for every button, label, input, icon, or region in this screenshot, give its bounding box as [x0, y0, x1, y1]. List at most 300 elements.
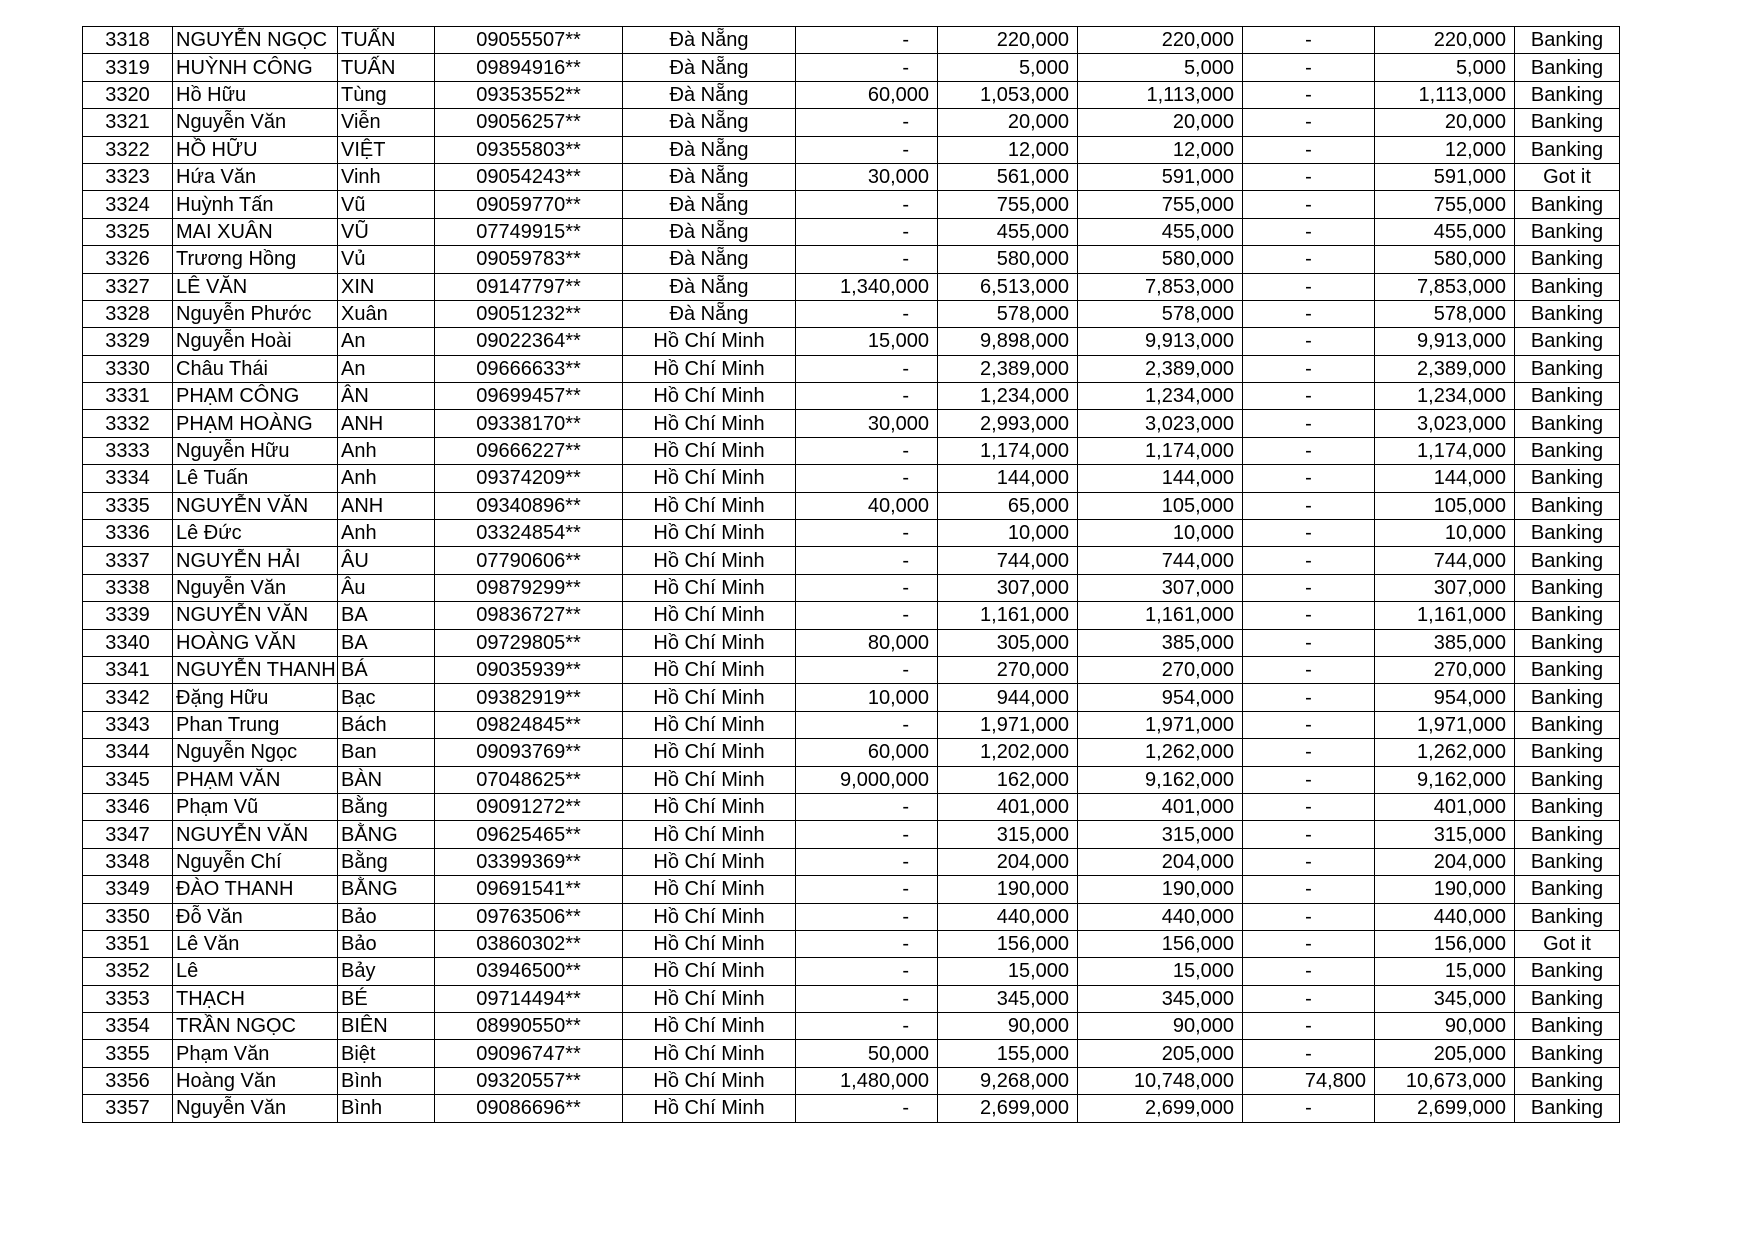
- net-amount-cell: 10,000: [1375, 520, 1515, 547]
- surname-cell: Hứa Văn: [173, 163, 338, 190]
- total-cell: 9,913,000: [1078, 328, 1243, 355]
- given-name-cell: An: [338, 355, 435, 382]
- net-amount-cell: 1,234,000: [1375, 383, 1515, 410]
- net-amount-cell: 401,000: [1375, 793, 1515, 820]
- surname-cell: Đỗ Văn: [173, 903, 338, 930]
- row-number: 3354: [83, 1013, 173, 1040]
- amount-2-cell: 204,000: [938, 848, 1078, 875]
- payment-method-cell: Banking: [1515, 273, 1620, 300]
- given-name-cell: Bằng: [338, 848, 435, 875]
- surname-cell: Nguyễn Hữu: [173, 437, 338, 464]
- table-row: [83, 300, 1620, 327]
- payment-method-cell: Banking: [1515, 711, 1620, 738]
- total-cell: 2,699,000: [1078, 1095, 1243, 1122]
- city-cell: Hồ Chí Minh: [623, 437, 796, 464]
- payment-method-cell: Banking: [1515, 1095, 1620, 1122]
- surname-cell: Lê Văn: [173, 930, 338, 957]
- surname-cell: MAI XUÂN: [173, 218, 338, 245]
- given-name-cell: VIỆT: [338, 136, 435, 163]
- net-amount-cell: 205,000: [1375, 1040, 1515, 1067]
- phone-cell: 09824845**: [435, 711, 623, 738]
- payment-method-cell: Banking: [1515, 547, 1620, 574]
- table-row: [83, 793, 1620, 820]
- amount-1-cell: 15,000: [796, 328, 938, 355]
- amount-2-cell: 2,699,000: [938, 1095, 1078, 1122]
- amount-1-cell: -: [796, 711, 938, 738]
- surname-cell: Nguyễn Văn: [173, 109, 338, 136]
- city-cell: Hồ Chí Minh: [623, 793, 796, 820]
- tax-cell: -: [1243, 1013, 1375, 1040]
- surname-cell: LÊ VĂN: [173, 273, 338, 300]
- payment-method-cell: Banking: [1515, 985, 1620, 1012]
- amount-2-cell: 6,513,000: [938, 273, 1078, 300]
- phone-cell: 09059783**: [435, 246, 623, 273]
- total-cell: 440,000: [1078, 903, 1243, 930]
- payment-method-cell: Banking: [1515, 355, 1620, 382]
- payment-method-cell: Banking: [1515, 410, 1620, 437]
- total-cell: 205,000: [1078, 1040, 1243, 1067]
- city-cell: Hồ Chí Minh: [623, 958, 796, 985]
- amount-2-cell: 345,000: [938, 985, 1078, 1012]
- amount-2-cell: 401,000: [938, 793, 1078, 820]
- row-number: 3342: [83, 684, 173, 711]
- surname-cell: Châu Thái: [173, 355, 338, 382]
- given-name-cell: TUẤN: [338, 27, 435, 54]
- surname-cell: NGUYỄN VĂN: [173, 492, 338, 519]
- surname-cell: NGUYỄN NGỌC: [173, 27, 338, 54]
- surname-cell: Lê: [173, 958, 338, 985]
- city-cell: Hồ Chí Minh: [623, 547, 796, 574]
- city-cell: Hồ Chí Minh: [623, 848, 796, 875]
- row-number: 3325: [83, 218, 173, 245]
- phone-cell: 09147797**: [435, 273, 623, 300]
- tax-cell: -: [1243, 520, 1375, 547]
- city-cell: Hồ Chí Minh: [623, 520, 796, 547]
- net-amount-cell: 270,000: [1375, 656, 1515, 683]
- tax-cell: -: [1243, 903, 1375, 930]
- city-cell: Đà Nẵng: [623, 218, 796, 245]
- net-amount-cell: 591,000: [1375, 163, 1515, 190]
- row-number: 3330: [83, 355, 173, 382]
- amount-2-cell: 144,000: [938, 465, 1078, 492]
- table-row: [83, 903, 1620, 930]
- city-cell: Hồ Chí Minh: [623, 930, 796, 957]
- net-amount-cell: 5,000: [1375, 54, 1515, 81]
- payment-method-cell: Banking: [1515, 793, 1620, 820]
- city-cell: Đà Nẵng: [623, 27, 796, 54]
- surname-cell: PHẠM HOÀNG: [173, 410, 338, 437]
- surname-cell: HOÀNG VĂN: [173, 629, 338, 656]
- row-number: 3343: [83, 711, 173, 738]
- payment-method-cell: Banking: [1515, 383, 1620, 410]
- phone-cell: 09666227**: [435, 437, 623, 464]
- payment-method-cell: Banking: [1515, 629, 1620, 656]
- table-row: [83, 739, 1620, 766]
- given-name-cell: VŨ: [338, 218, 435, 245]
- total-cell: 401,000: [1078, 793, 1243, 820]
- amount-2-cell: 440,000: [938, 903, 1078, 930]
- city-cell: Hồ Chí Minh: [623, 1013, 796, 1040]
- amount-2-cell: 944,000: [938, 684, 1078, 711]
- tax-cell: -: [1243, 437, 1375, 464]
- surname-cell: Đặng Hữu: [173, 684, 338, 711]
- phone-cell: 09096747**: [435, 1040, 623, 1067]
- tax-cell: -: [1243, 1095, 1375, 1122]
- row-number: 3337: [83, 547, 173, 574]
- amount-2-cell: 1,053,000: [938, 81, 1078, 108]
- city-cell: Hồ Chí Minh: [623, 602, 796, 629]
- surname-cell: Hồ Hữu: [173, 81, 338, 108]
- total-cell: 455,000: [1078, 218, 1243, 245]
- row-number: 3341: [83, 656, 173, 683]
- surname-cell: HUỲNH CÔNG: [173, 54, 338, 81]
- table-row: [83, 492, 1620, 519]
- payment-method-cell: Banking: [1515, 246, 1620, 273]
- amount-1-cell: 1,340,000: [796, 273, 938, 300]
- amount-1-cell: -: [796, 246, 938, 273]
- net-amount-cell: 156,000: [1375, 930, 1515, 957]
- row-number: 3339: [83, 602, 173, 629]
- phone-cell: 09086696**: [435, 1095, 623, 1122]
- net-amount-cell: 440,000: [1375, 903, 1515, 930]
- amount-2-cell: 1,234,000: [938, 383, 1078, 410]
- table-row: [83, 684, 1620, 711]
- given-name-cell: Bảo: [338, 903, 435, 930]
- amount-2-cell: 561,000: [938, 163, 1078, 190]
- net-amount-cell: 307,000: [1375, 574, 1515, 601]
- total-cell: 954,000: [1078, 684, 1243, 711]
- given-name-cell: BÀN: [338, 766, 435, 793]
- total-cell: 190,000: [1078, 876, 1243, 903]
- surname-cell: Nguyễn Chí: [173, 848, 338, 875]
- amount-1-cell: 30,000: [796, 163, 938, 190]
- row-number: 3321: [83, 109, 173, 136]
- payment-method-cell: Banking: [1515, 465, 1620, 492]
- given-name-cell: ANH: [338, 492, 435, 519]
- total-cell: 744,000: [1078, 547, 1243, 574]
- tax-cell: -: [1243, 547, 1375, 574]
- tax-cell: -: [1243, 1040, 1375, 1067]
- payment-method-cell: Got it: [1515, 163, 1620, 190]
- city-cell: Hồ Chí Minh: [623, 1040, 796, 1067]
- given-name-cell: Vủ: [338, 246, 435, 273]
- table-body: [83, 27, 1620, 1123]
- row-number: 3331: [83, 383, 173, 410]
- phone-cell: 07790606**: [435, 547, 623, 574]
- amount-1-cell: -: [796, 930, 938, 957]
- net-amount-cell: 9,162,000: [1375, 766, 1515, 793]
- given-name-cell: XIN: [338, 273, 435, 300]
- row-number: 3356: [83, 1067, 173, 1094]
- phone-cell: 09059770**: [435, 191, 623, 218]
- phone-cell: 09338170**: [435, 410, 623, 437]
- total-cell: 7,853,000: [1078, 273, 1243, 300]
- amount-1-cell: 30,000: [796, 410, 938, 437]
- amount-1-cell: -: [796, 656, 938, 683]
- surname-cell: ĐÀO THANH: [173, 876, 338, 903]
- phone-cell: 07048625**: [435, 766, 623, 793]
- table-row: [83, 246, 1620, 273]
- table-row: [83, 163, 1620, 190]
- row-number: 3327: [83, 273, 173, 300]
- table-row: [83, 574, 1620, 601]
- net-amount-cell: 105,000: [1375, 492, 1515, 519]
- total-cell: 144,000: [1078, 465, 1243, 492]
- given-name-cell: BIÊN: [338, 1013, 435, 1040]
- tax-cell: -: [1243, 739, 1375, 766]
- total-cell: 307,000: [1078, 574, 1243, 601]
- total-cell: 1,234,000: [1078, 383, 1243, 410]
- surname-cell: Phạm Vũ: [173, 793, 338, 820]
- given-name-cell: Bách: [338, 711, 435, 738]
- given-name-cell: Anh: [338, 465, 435, 492]
- city-cell: Đà Nẵng: [623, 273, 796, 300]
- tax-cell: 74,800: [1243, 1067, 1375, 1094]
- total-cell: 90,000: [1078, 1013, 1243, 1040]
- city-cell: Hồ Chí Minh: [623, 1067, 796, 1094]
- surname-cell: THẠCH: [173, 985, 338, 1012]
- net-amount-cell: 455,000: [1375, 218, 1515, 245]
- row-number: 3357: [83, 1095, 173, 1122]
- amount-1-cell: 40,000: [796, 492, 938, 519]
- table-row: [83, 27, 1620, 54]
- payment-method-cell: Banking: [1515, 520, 1620, 547]
- net-amount-cell: 755,000: [1375, 191, 1515, 218]
- table-row: [83, 602, 1620, 629]
- amount-2-cell: 2,389,000: [938, 355, 1078, 382]
- given-name-cell: BA: [338, 629, 435, 656]
- phone-cell: 09055507**: [435, 27, 623, 54]
- city-cell: Hồ Chí Minh: [623, 328, 796, 355]
- city-cell: Hồ Chí Minh: [623, 629, 796, 656]
- total-cell: 1,113,000: [1078, 81, 1243, 108]
- surname-cell: Nguyễn Ngọc: [173, 739, 338, 766]
- surname-cell: Lê Đức: [173, 520, 338, 547]
- amount-1-cell: -: [796, 903, 938, 930]
- amount-2-cell: 455,000: [938, 218, 1078, 245]
- phone-cell: 08990550**: [435, 1013, 623, 1040]
- payment-method-cell: Banking: [1515, 437, 1620, 464]
- tax-cell: -: [1243, 410, 1375, 437]
- given-name-cell: Tùng: [338, 81, 435, 108]
- total-cell: 204,000: [1078, 848, 1243, 875]
- given-name-cell: BA: [338, 602, 435, 629]
- row-number: 3345: [83, 766, 173, 793]
- total-cell: 156,000: [1078, 930, 1243, 957]
- row-number: 3346: [83, 793, 173, 820]
- net-amount-cell: 10,673,000: [1375, 1067, 1515, 1094]
- table-row: [83, 191, 1620, 218]
- given-name-cell: Xuân: [338, 300, 435, 327]
- total-cell: 315,000: [1078, 821, 1243, 848]
- amount-2-cell: 9,898,000: [938, 328, 1078, 355]
- phone-cell: 09714494**: [435, 985, 623, 1012]
- city-cell: Hồ Chí Minh: [623, 465, 796, 492]
- phone-cell: 09382919**: [435, 684, 623, 711]
- tax-cell: -: [1243, 848, 1375, 875]
- tax-cell: -: [1243, 81, 1375, 108]
- amount-1-cell: 80,000: [796, 629, 938, 656]
- phone-cell: 09894916**: [435, 54, 623, 81]
- tax-cell: -: [1243, 54, 1375, 81]
- payment-method-cell: Banking: [1515, 739, 1620, 766]
- payment-method-cell: Banking: [1515, 54, 1620, 81]
- table-row: [83, 821, 1620, 848]
- given-name-cell: BẰNG: [338, 821, 435, 848]
- phone-cell: 09699457**: [435, 383, 623, 410]
- city-cell: Đà Nẵng: [623, 81, 796, 108]
- city-cell: Đà Nẵng: [623, 163, 796, 190]
- total-cell: 385,000: [1078, 629, 1243, 656]
- surname-cell: NGUYỄN VĂN: [173, 821, 338, 848]
- given-name-cell: TUẤN: [338, 54, 435, 81]
- surname-cell: Huỳnh Tấn: [173, 191, 338, 218]
- table-row: [83, 520, 1620, 547]
- row-number: 3318: [83, 27, 173, 54]
- phone-cell: 09625465**: [435, 821, 623, 848]
- table-row: [83, 328, 1620, 355]
- given-name-cell: Ban: [338, 739, 435, 766]
- tax-cell: -: [1243, 766, 1375, 793]
- table-row: [83, 273, 1620, 300]
- net-amount-cell: 1,174,000: [1375, 437, 1515, 464]
- tax-cell: -: [1243, 821, 1375, 848]
- net-amount-cell: 204,000: [1375, 848, 1515, 875]
- amount-2-cell: 155,000: [938, 1040, 1078, 1067]
- surname-cell: NGUYỄN HẢI: [173, 547, 338, 574]
- amount-1-cell: -: [796, 191, 938, 218]
- payment-method-cell: Banking: [1515, 848, 1620, 875]
- table-row: [83, 711, 1620, 738]
- tax-cell: -: [1243, 876, 1375, 903]
- city-cell: Hồ Chí Minh: [623, 1095, 796, 1122]
- amount-1-cell: -: [796, 218, 938, 245]
- table-row: [83, 1095, 1620, 1122]
- tax-cell: -: [1243, 163, 1375, 190]
- amount-2-cell: 156,000: [938, 930, 1078, 957]
- amount-1-cell: -: [796, 54, 938, 81]
- amount-1-cell: -: [796, 1095, 938, 1122]
- surname-cell: Nguyễn Phước: [173, 300, 338, 327]
- amount-1-cell: -: [796, 383, 938, 410]
- amount-1-cell: -: [796, 355, 938, 382]
- total-cell: 755,000: [1078, 191, 1243, 218]
- amount-2-cell: 2,993,000: [938, 410, 1078, 437]
- amount-1-cell: -: [796, 547, 938, 574]
- surname-cell: Nguyễn Văn: [173, 574, 338, 601]
- phone-cell: 09093769**: [435, 739, 623, 766]
- amount-1-cell: -: [796, 27, 938, 54]
- city-cell: Hồ Chí Minh: [623, 876, 796, 903]
- total-cell: 578,000: [1078, 300, 1243, 327]
- net-amount-cell: 2,699,000: [1375, 1095, 1515, 1122]
- row-number: 3323: [83, 163, 173, 190]
- total-cell: 9,162,000: [1078, 766, 1243, 793]
- total-cell: 345,000: [1078, 985, 1243, 1012]
- phone-cell: 09836727**: [435, 602, 623, 629]
- city-cell: Đà Nẵng: [623, 54, 796, 81]
- tax-cell: -: [1243, 629, 1375, 656]
- amount-1-cell: -: [796, 1013, 938, 1040]
- tax-cell: -: [1243, 300, 1375, 327]
- payment-method-cell: Banking: [1515, 656, 1620, 683]
- table-row: [83, 383, 1620, 410]
- tax-cell: -: [1243, 793, 1375, 820]
- amount-1-cell: -: [796, 465, 938, 492]
- amount-2-cell: 578,000: [938, 300, 1078, 327]
- given-name-cell: BÉ: [338, 985, 435, 1012]
- given-name-cell: Bình: [338, 1067, 435, 1094]
- net-amount-cell: 954,000: [1375, 684, 1515, 711]
- amount-1-cell: 1,480,000: [796, 1067, 938, 1094]
- amount-1-cell: 10,000: [796, 684, 938, 711]
- total-cell: 12,000: [1078, 136, 1243, 163]
- phone-cell: 09729805**: [435, 629, 623, 656]
- amount-2-cell: 307,000: [938, 574, 1078, 601]
- surname-cell: Hoàng Văn: [173, 1067, 338, 1094]
- amount-2-cell: 1,174,000: [938, 437, 1078, 464]
- amount-2-cell: 9,268,000: [938, 1067, 1078, 1094]
- city-cell: Hồ Chí Minh: [623, 739, 796, 766]
- given-name-cell: ANH: [338, 410, 435, 437]
- surname-cell: Phạm Văn: [173, 1040, 338, 1067]
- amount-2-cell: 755,000: [938, 191, 1078, 218]
- table-row: [83, 437, 1620, 464]
- table-row: [83, 848, 1620, 875]
- given-name-cell: Vinh: [338, 163, 435, 190]
- payment-method-cell: Banking: [1515, 1040, 1620, 1067]
- phone-cell: 09763506**: [435, 903, 623, 930]
- surname-cell: NGUYỄN VĂN: [173, 602, 338, 629]
- amount-2-cell: 1,971,000: [938, 711, 1078, 738]
- total-cell: 15,000: [1078, 958, 1243, 985]
- net-amount-cell: 15,000: [1375, 958, 1515, 985]
- city-cell: Đà Nẵng: [623, 300, 796, 327]
- surname-cell: Nguyễn Văn: [173, 1095, 338, 1122]
- amount-2-cell: 5,000: [938, 54, 1078, 81]
- payment-method-cell: Banking: [1515, 876, 1620, 903]
- table-row: [83, 1013, 1620, 1040]
- row-number: 3322: [83, 136, 173, 163]
- given-name-cell: Âu: [338, 574, 435, 601]
- net-amount-cell: 578,000: [1375, 300, 1515, 327]
- total-cell: 10,748,000: [1078, 1067, 1243, 1094]
- phone-cell: 09353552**: [435, 81, 623, 108]
- row-number: 3334: [83, 465, 173, 492]
- row-number: 3320: [83, 81, 173, 108]
- phone-cell: 03399369**: [435, 848, 623, 875]
- phone-cell: 09320557**: [435, 1067, 623, 1094]
- city-cell: Đà Nẵng: [623, 109, 796, 136]
- payment-method-cell: Banking: [1515, 81, 1620, 108]
- payment-method-cell: Banking: [1515, 574, 1620, 601]
- row-number: 3338: [83, 574, 173, 601]
- payment-method-cell: Banking: [1515, 766, 1620, 793]
- given-name-cell: ÂN: [338, 383, 435, 410]
- city-cell: Đà Nẵng: [623, 191, 796, 218]
- net-amount-cell: 3,023,000: [1375, 410, 1515, 437]
- tax-cell: -: [1243, 355, 1375, 382]
- city-cell: Hồ Chí Minh: [623, 656, 796, 683]
- net-amount-cell: 345,000: [1375, 985, 1515, 1012]
- payment-method-cell: Banking: [1515, 903, 1620, 930]
- amount-2-cell: 270,000: [938, 656, 1078, 683]
- amount-1-cell: -: [796, 821, 938, 848]
- row-number: 3326: [83, 246, 173, 273]
- table-row: [83, 958, 1620, 985]
- amount-1-cell: -: [796, 300, 938, 327]
- amount-1-cell: -: [796, 793, 938, 820]
